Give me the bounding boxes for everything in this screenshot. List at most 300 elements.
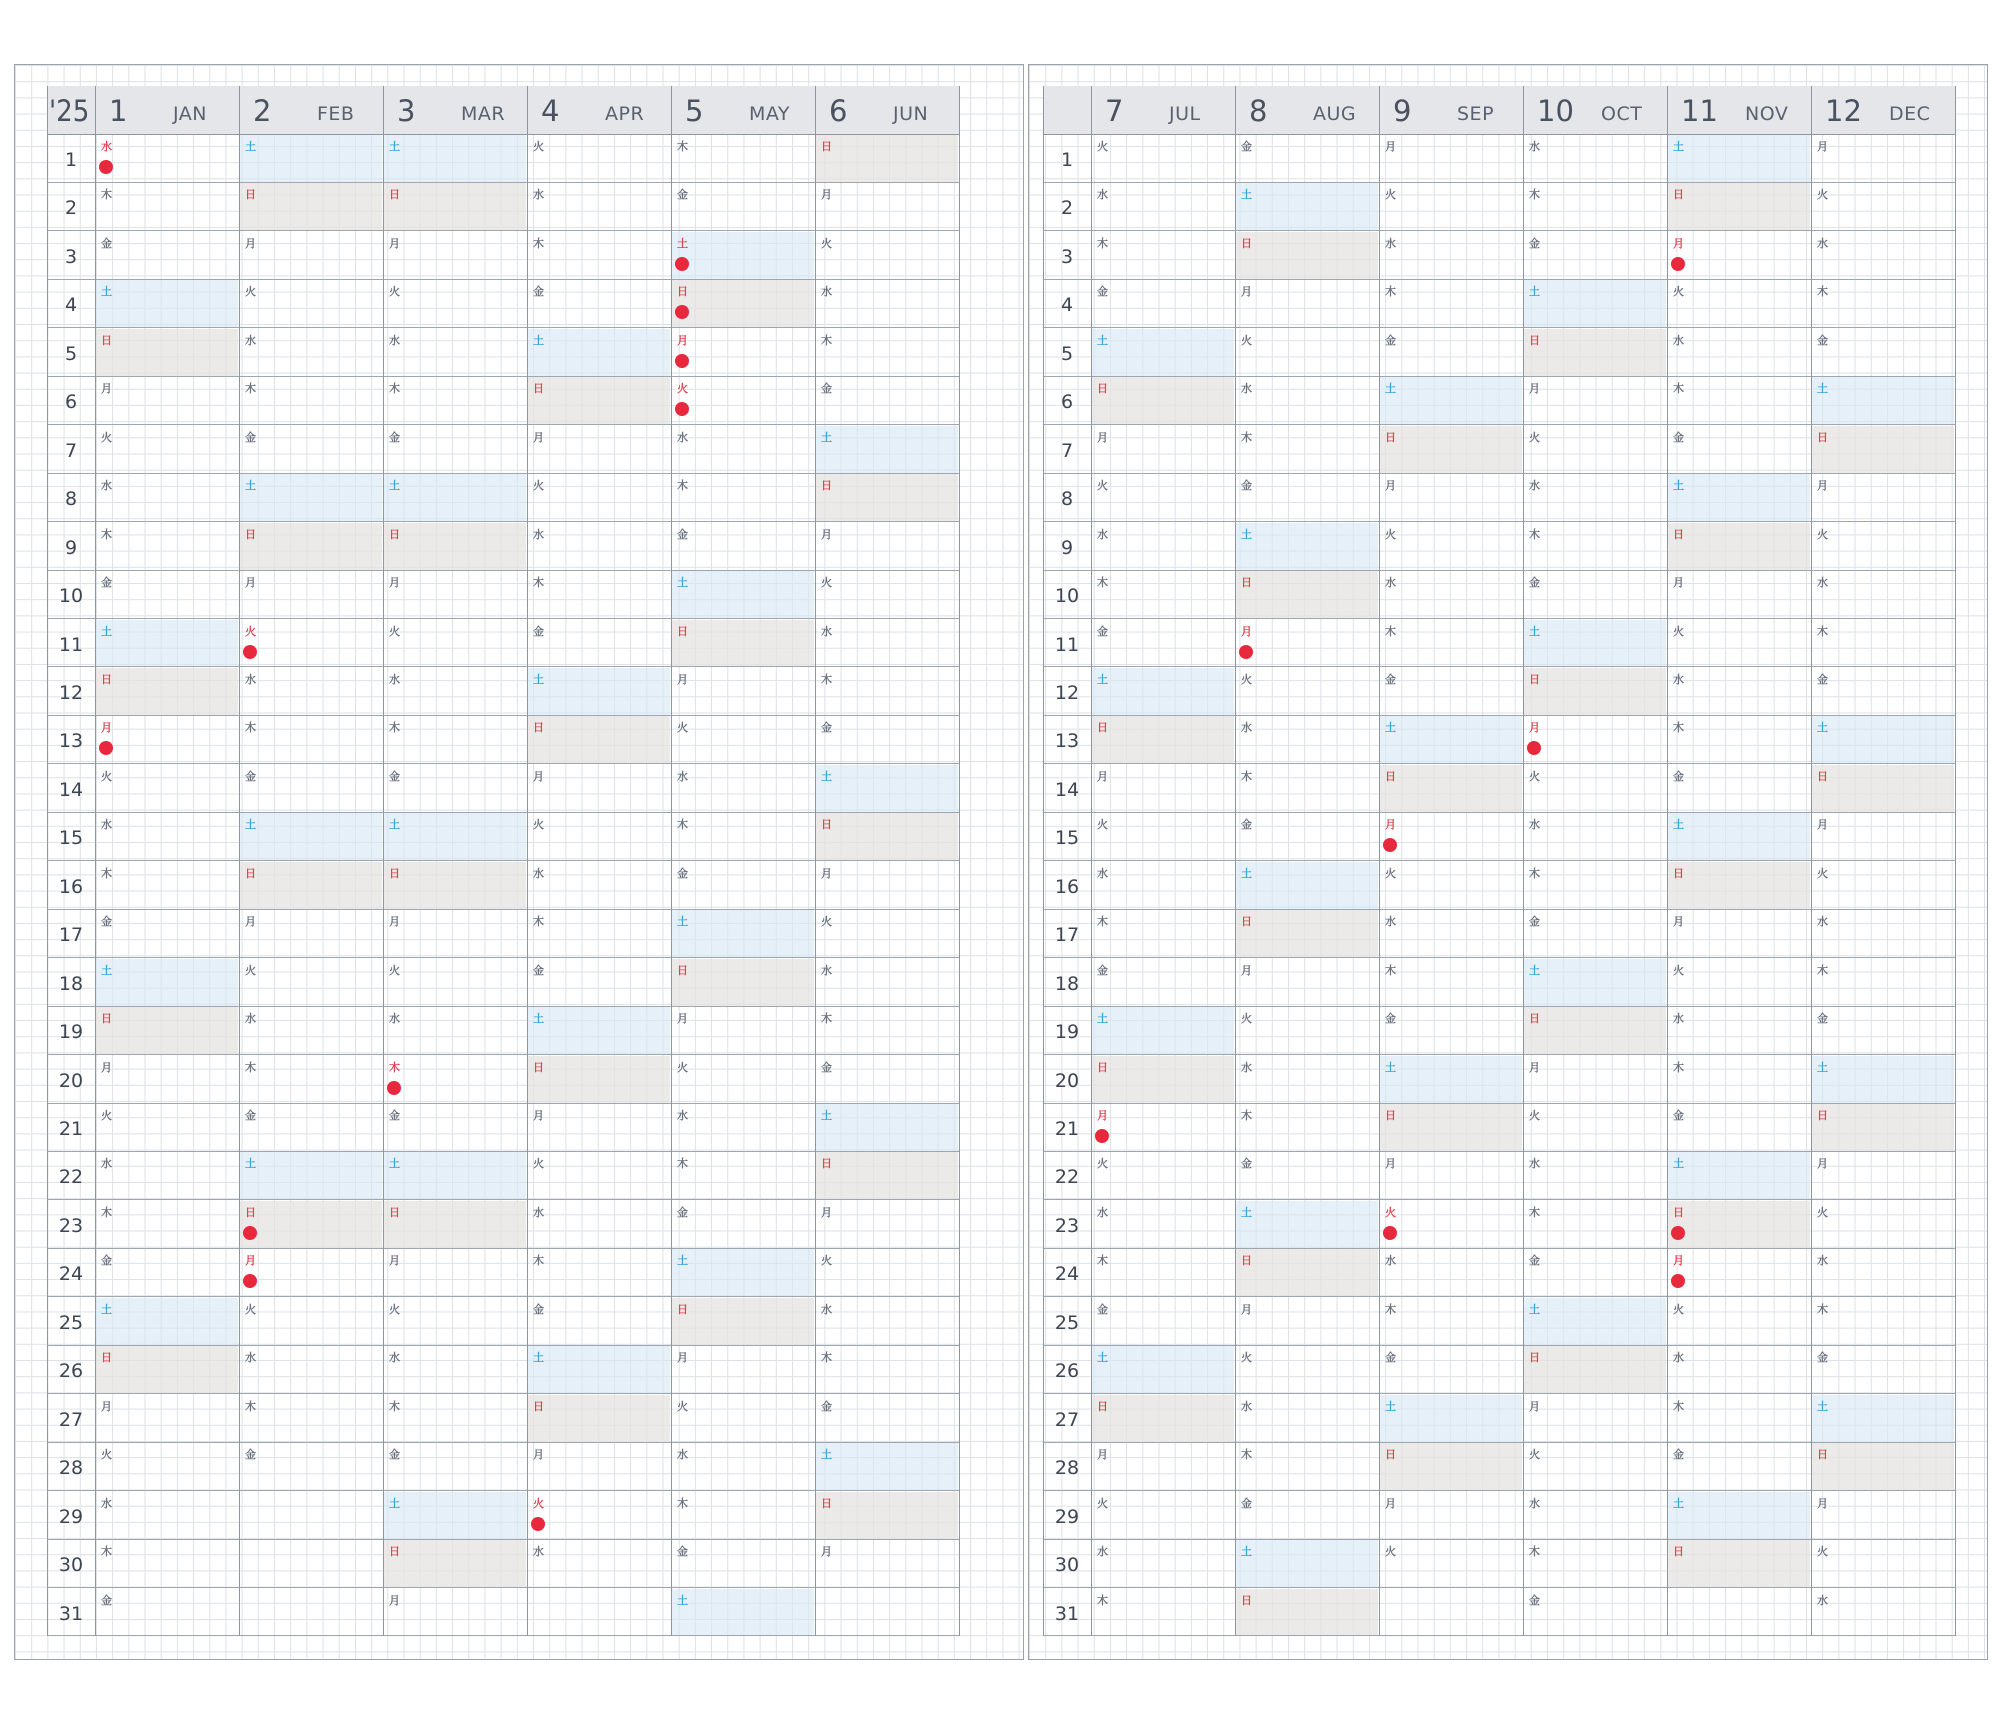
row-divider: [47, 182, 959, 183]
row-divider: [47, 957, 959, 958]
weekday-label: 土: [245, 818, 256, 832]
weekday-label: 日: [389, 188, 400, 202]
weekday-label: 火: [533, 1496, 544, 1510]
weekday-label: 月: [245, 236, 256, 250]
weekday-label: 火: [1385, 188, 1396, 202]
row-divider: [1043, 376, 1955, 377]
weekday-label: 火: [1241, 1012, 1252, 1026]
weekday-label: 日: [677, 624, 688, 638]
row-divider: [47, 1635, 959, 1636]
sunday-cell: [240, 523, 382, 570]
weekday-label: 木: [1097, 915, 1108, 929]
weekday-label: 日: [533, 1399, 544, 1413]
weekday-label: 木: [1097, 236, 1108, 250]
saturday-cell: [240, 135, 382, 182]
weekday-label: 土: [101, 624, 112, 638]
month-number: 2: [253, 94, 272, 128]
day-number: 4: [64, 294, 78, 317]
weekday-label: 火: [1385, 1205, 1396, 1219]
column-divider: [815, 86, 816, 1636]
sunday-cell: [240, 1201, 382, 1248]
sunday-cell: [1380, 426, 1522, 473]
saturday-cell: [1668, 135, 1810, 182]
weekday-label: 月: [1817, 1496, 1828, 1510]
weekday-label: 金: [101, 1593, 112, 1607]
weekday-label: 日: [821, 479, 832, 493]
sunday-cell: [1524, 329, 1666, 376]
row-divider: [1043, 279, 1955, 280]
sunday-cell: [96, 668, 238, 715]
day-number: 25: [58, 1311, 84, 1334]
weekday-label: 日: [1241, 576, 1252, 590]
weekday-label: 水: [1529, 818, 1540, 832]
weekday-label: 月: [821, 866, 832, 880]
sunday-cell: [1236, 1589, 1378, 1636]
weekday-label: 日: [389, 1205, 400, 1219]
weekday-label: 日: [533, 1060, 544, 1074]
weekday-label: 水: [677, 430, 688, 444]
weekday-label: 火: [1385, 866, 1396, 880]
row-divider: [47, 376, 959, 377]
row-divider: [1043, 424, 1955, 425]
sunday-cell: [672, 280, 814, 327]
weekday-label: 水: [1385, 915, 1396, 929]
weekday-label: 火: [1817, 1205, 1828, 1219]
weekday-label: 水: [677, 1109, 688, 1122]
weekday-label: 日: [1529, 333, 1540, 347]
column-divider: [383, 86, 384, 1636]
weekday-label: 月: [1673, 236, 1684, 250]
saturday-cell: [672, 232, 814, 279]
weekday-label: 水: [1817, 1254, 1828, 1268]
row-divider: [1043, 1199, 1955, 1200]
day-number: 11: [1054, 633, 1080, 656]
weekday-label: 月: [821, 1205, 832, 1219]
weekday-label: 金: [1673, 1109, 1684, 1122]
month-name: DEC: [1889, 103, 1931, 125]
weekday-label: 金: [1385, 1012, 1396, 1026]
weekday-label: 日: [821, 1496, 832, 1510]
saturday-cell: [240, 1152, 382, 1199]
saturday-cell: [1524, 959, 1666, 1006]
weekday-label: 月: [101, 382, 112, 396]
weekday-label: 日: [1817, 769, 1828, 783]
weekday-label: 火: [1529, 1109, 1540, 1122]
weekday-label: 日: [389, 866, 400, 880]
saturday-cell: [1380, 716, 1522, 763]
column-divider: [1955, 86, 1956, 1636]
day-number: 29: [58, 1505, 84, 1528]
day-number: 23: [58, 1214, 84, 1237]
weekday-label: 月: [1385, 140, 1396, 153]
month-name: APR: [605, 103, 645, 125]
sunday-cell: [528, 1056, 670, 1103]
weekday-label: 土: [1529, 1302, 1540, 1316]
weekday-label: 木: [821, 1012, 832, 1026]
weekday-label: 水: [101, 140, 112, 153]
weekday-label: 土: [1241, 866, 1252, 880]
day-number: 20: [1054, 1069, 1080, 1092]
weekday-label: 火: [1817, 1545, 1828, 1559]
weekday-label: 日: [1529, 1351, 1540, 1365]
sunday-cell: [96, 1007, 238, 1054]
day-number: 1: [1060, 149, 1074, 171]
weekday-label: 土: [101, 285, 112, 299]
weekday-label: 金: [245, 1109, 256, 1122]
holiday-dot-icon: [675, 402, 689, 416]
weekday-label: 火: [1097, 479, 1108, 493]
column-divider: [1667, 86, 1668, 1636]
month-number: 6: [829, 94, 848, 128]
weekday-label: 日: [1673, 188, 1684, 202]
weekday-label: 土: [101, 1302, 112, 1316]
weekday-label: 金: [1529, 576, 1540, 590]
weekday-label: 火: [245, 624, 256, 638]
saturday-cell: [528, 329, 670, 376]
weekday-label: 金: [1529, 1254, 1540, 1268]
weekday-label: 水: [245, 1012, 256, 1026]
weekday-label: 日: [1529, 672, 1540, 686]
day-number: 13: [58, 730, 84, 753]
day-number: 20: [58, 1069, 84, 1092]
weekday-label: 木: [101, 1545, 112, 1559]
weekday-label: 金: [1529, 236, 1540, 250]
weekday-label: 月: [821, 188, 832, 202]
weekday-label: 金: [101, 576, 112, 590]
weekday-label: 土: [1817, 721, 1828, 735]
sunday-cell: [1668, 862, 1810, 909]
weekday-label: 水: [677, 1448, 688, 1462]
weekday-label: 火: [1817, 866, 1828, 880]
holiday-dot-icon: [243, 1274, 257, 1288]
saturday-cell: [384, 474, 526, 521]
sunday-cell: [1524, 668, 1666, 715]
saturday-cell: [1236, 523, 1378, 570]
month-number: 1: [109, 94, 128, 128]
weekday-label: 木: [533, 236, 544, 250]
weekday-label: 日: [1673, 866, 1684, 880]
weekday-label: 土: [1097, 1012, 1108, 1026]
weekday-label: 土: [1817, 1399, 1828, 1413]
weekday-label: 日: [821, 818, 832, 832]
weekday-label: 月: [101, 1399, 112, 1413]
saturday-cell: [240, 813, 382, 860]
weekday-label: 金: [1385, 333, 1396, 347]
weekday-label: 月: [1817, 818, 1828, 832]
month-name: MAY: [749, 103, 791, 125]
day-number: 25: [1054, 1311, 1080, 1334]
weekday-label: 金: [533, 963, 544, 977]
weekday-label: 火: [389, 285, 400, 299]
holiday-dot-icon: [1671, 1274, 1685, 1288]
weekday-label: 月: [821, 1545, 832, 1559]
weekday-label: 月: [1529, 1060, 1540, 1074]
row-divider: [1043, 570, 1955, 571]
weekday-label: 木: [821, 1351, 832, 1365]
saturday-cell: [1524, 620, 1666, 667]
sunday-cell: [1812, 1443, 1954, 1490]
weekday-label: 日: [1817, 1448, 1828, 1462]
row-divider: [47, 860, 959, 861]
weekday-label: 木: [533, 915, 544, 929]
sunday-cell: [1236, 232, 1378, 279]
saturday-cell: [1236, 183, 1378, 230]
weekday-label: 火: [1097, 818, 1108, 832]
row-divider: [47, 1442, 959, 1443]
weekday-label: 金: [1097, 624, 1108, 638]
weekday-label: 月: [1097, 1448, 1108, 1462]
weekday-label: 木: [677, 1157, 688, 1171]
weekday-label: 土: [245, 1157, 256, 1171]
weekday-label: 木: [821, 333, 832, 347]
weekday-label: 金: [245, 769, 256, 783]
weekday-label: 月: [1385, 1496, 1396, 1510]
month-number: 7: [1105, 94, 1124, 128]
holiday-dot-icon: [243, 645, 257, 659]
sunday-cell: [816, 1152, 958, 1199]
weekday-label: 木: [1241, 430, 1252, 444]
weekday-label: 火: [677, 1399, 688, 1413]
right-page: [1028, 64, 1988, 1660]
weekday-label: 木: [1817, 963, 1828, 977]
weekday-label: 木: [1097, 576, 1108, 590]
weekday-label: 日: [101, 333, 112, 347]
day-number: 9: [64, 536, 78, 559]
weekday-label: 火: [1241, 333, 1252, 347]
row-divider: [47, 1296, 959, 1297]
weekday-label: 水: [1673, 1351, 1684, 1365]
weekday-label: 火: [1817, 188, 1828, 202]
weekday-label: 月: [1241, 1302, 1252, 1316]
saturday-cell: [816, 765, 958, 812]
weekday-label: 土: [101, 963, 112, 977]
weekday-label: 金: [677, 1205, 688, 1219]
weekday-label: 火: [677, 382, 688, 396]
weekday-label: 水: [1529, 140, 1540, 153]
weekday-label: 水: [101, 1157, 112, 1171]
weekday-label: 金: [389, 1448, 400, 1462]
weekday-label: 木: [1529, 188, 1540, 202]
weekday-label: 火: [245, 1302, 256, 1316]
weekday-label: 木: [1817, 285, 1828, 299]
month-number: 3: [397, 94, 416, 128]
weekday-label: 月: [1097, 1109, 1108, 1122]
weekday-label: 火: [1673, 624, 1684, 638]
weekday-label: 水: [101, 818, 112, 832]
weekday-label: 土: [821, 430, 832, 444]
holiday-dot-icon: [675, 257, 689, 271]
saturday-cell: [816, 426, 958, 473]
weekday-label: 土: [389, 140, 400, 153]
weekday-label: 土: [1673, 1157, 1684, 1171]
sunday-cell: [1812, 426, 1954, 473]
weekday-label: 水: [821, 963, 832, 977]
weekday-label: 土: [533, 333, 544, 347]
weekday-label: 日: [1385, 430, 1396, 444]
day-number: 22: [1054, 1166, 1080, 1189]
weekday-label: 金: [821, 382, 832, 396]
row-divider: [47, 1199, 959, 1200]
weekday-label: 日: [677, 1302, 688, 1316]
saturday-cell: [816, 1443, 958, 1490]
saturday-cell: [96, 620, 238, 667]
weekday-label: 土: [1241, 527, 1252, 541]
row-divider: [47, 327, 959, 328]
weekday-label: 木: [1817, 624, 1828, 638]
weekday-label: 水: [1817, 1593, 1828, 1607]
sunday-cell: [1092, 1056, 1234, 1103]
weekday-label: 月: [101, 721, 112, 735]
weekday-label: 火: [533, 140, 544, 153]
weekday-label: 日: [245, 1205, 256, 1219]
weekday-label: 月: [1385, 479, 1396, 493]
sunday-cell: [672, 620, 814, 667]
weekday-label: 金: [1529, 915, 1540, 929]
month-name: AUG: [1313, 103, 1357, 125]
sunday-cell: [96, 329, 238, 376]
day-number: 18: [58, 972, 84, 995]
weekday-label: 金: [1673, 1448, 1684, 1462]
weekday-label: 水: [245, 1351, 256, 1365]
saturday-cell: [1236, 1201, 1378, 1248]
sunday-cell: [1668, 1540, 1810, 1587]
row-divider: [1043, 666, 1955, 667]
day-number: 22: [58, 1166, 84, 1189]
row-divider: [47, 1103, 959, 1104]
row-divider: [1043, 1345, 1955, 1346]
sunday-cell: [1668, 1201, 1810, 1248]
sunday-cell: [1236, 910, 1378, 957]
sunday-cell: [384, 523, 526, 570]
weekday-label: 金: [101, 915, 112, 929]
weekday-label: 火: [1529, 430, 1540, 444]
sunday-cell: [1524, 1007, 1666, 1054]
weekday-label: 火: [533, 479, 544, 493]
weekday-label: 土: [1673, 1496, 1684, 1510]
saturday-cell: [384, 135, 526, 182]
saturday-cell: [96, 280, 238, 327]
weekday-label: 水: [1241, 1399, 1252, 1413]
sunday-cell: [1812, 765, 1954, 812]
weekday-label: 月: [533, 769, 544, 783]
sunday-cell: [240, 862, 382, 909]
weekday-label: 水: [533, 527, 544, 541]
day-number: 2: [64, 197, 78, 220]
weekday-label: 火: [1529, 769, 1540, 783]
row-divider: [47, 473, 959, 474]
weekday-label: 木: [245, 721, 256, 735]
weekday-label: 土: [1529, 285, 1540, 299]
row-divider: [47, 763, 959, 764]
weekday-label: 水: [389, 1351, 400, 1365]
column-divider: [671, 86, 672, 1636]
weekday-label: 月: [1529, 382, 1540, 396]
day-number: 9: [1060, 536, 1074, 559]
weekday-label: 木: [677, 140, 688, 153]
weekday-label: 水: [1385, 1254, 1396, 1268]
weekday-label: 金: [1817, 672, 1828, 686]
weekday-label: 水: [245, 333, 256, 347]
weekday-label: 木: [1529, 866, 1540, 880]
weekday-label: 木: [245, 1399, 256, 1413]
right-half-year-table: [1043, 86, 1955, 1636]
month-name: SEP: [1457, 103, 1495, 125]
weekday-label: 月: [245, 1254, 256, 1268]
day-number: 31: [58, 1602, 84, 1625]
column-divider: [1811, 86, 1812, 1636]
weekday-label: 水: [1097, 1545, 1108, 1559]
weekday-label: 金: [1241, 818, 1252, 832]
column-divider: [959, 86, 960, 1636]
weekday-label: 月: [245, 576, 256, 590]
weekday-label: 月: [677, 1351, 688, 1365]
weekday-label: 月: [1673, 915, 1684, 929]
left-half-year-table: [47, 86, 959, 1636]
saturday-cell: [1236, 862, 1378, 909]
weekday-label: 月: [245, 915, 256, 929]
sunday-cell: [816, 813, 958, 860]
sunday-cell: [1524, 1346, 1666, 1393]
weekday-label: 火: [1529, 1448, 1540, 1462]
row-divider: [1043, 812, 1955, 813]
weekday-label: 土: [533, 1351, 544, 1365]
row-divider: [1043, 1393, 1955, 1394]
row-divider: [1043, 1296, 1955, 1297]
column-divider: [1379, 86, 1380, 1636]
sunday-cell: [816, 1492, 958, 1539]
row-divider: [1043, 715, 1955, 716]
sunday-cell: [240, 183, 382, 230]
weekday-label: 土: [1673, 479, 1684, 493]
weekday-label: 木: [1673, 1399, 1684, 1413]
weekday-label: 火: [677, 721, 688, 735]
row-divider: [1043, 521, 1955, 522]
weekday-label: 火: [1241, 672, 1252, 686]
saturday-cell: [1380, 377, 1522, 424]
row-divider: [47, 666, 959, 667]
weekday-label: 月: [1529, 721, 1540, 735]
weekday-label: 火: [1385, 1545, 1396, 1559]
weekday-label: 土: [1385, 1060, 1396, 1074]
weekday-label: 水: [533, 1545, 544, 1559]
saturday-cell: [384, 1492, 526, 1539]
sunday-cell: [1668, 183, 1810, 230]
weekday-label: 土: [1817, 382, 1828, 396]
weekday-label: 日: [1097, 1060, 1108, 1074]
weekday-label: 火: [1673, 1302, 1684, 1316]
weekday-label: 水: [1529, 1496, 1540, 1510]
weekday-label: 月: [389, 915, 400, 929]
weekday-label: 月: [389, 576, 400, 590]
month-name: JUN: [893, 103, 929, 125]
weekday-label: 火: [1241, 1351, 1252, 1365]
weekday-label: 土: [533, 672, 544, 686]
weekday-label: 水: [101, 479, 112, 493]
weekday-label: 月: [1673, 576, 1684, 590]
weekday-label: 火: [821, 576, 832, 590]
weekday-label: 金: [1817, 1012, 1828, 1026]
weekday-label: 日: [1241, 1254, 1252, 1268]
month-number: 10: [1537, 94, 1574, 128]
weekday-label: 火: [389, 624, 400, 638]
weekday-label: 水: [1241, 1060, 1252, 1074]
weekday-label: 日: [1529, 1012, 1540, 1026]
weekday-label: 水: [1097, 188, 1108, 202]
day-number: 30: [1054, 1554, 1080, 1577]
row-divider: [1043, 1248, 1955, 1249]
weekday-label: 月: [821, 527, 832, 541]
sunday-cell: [1380, 1104, 1522, 1151]
